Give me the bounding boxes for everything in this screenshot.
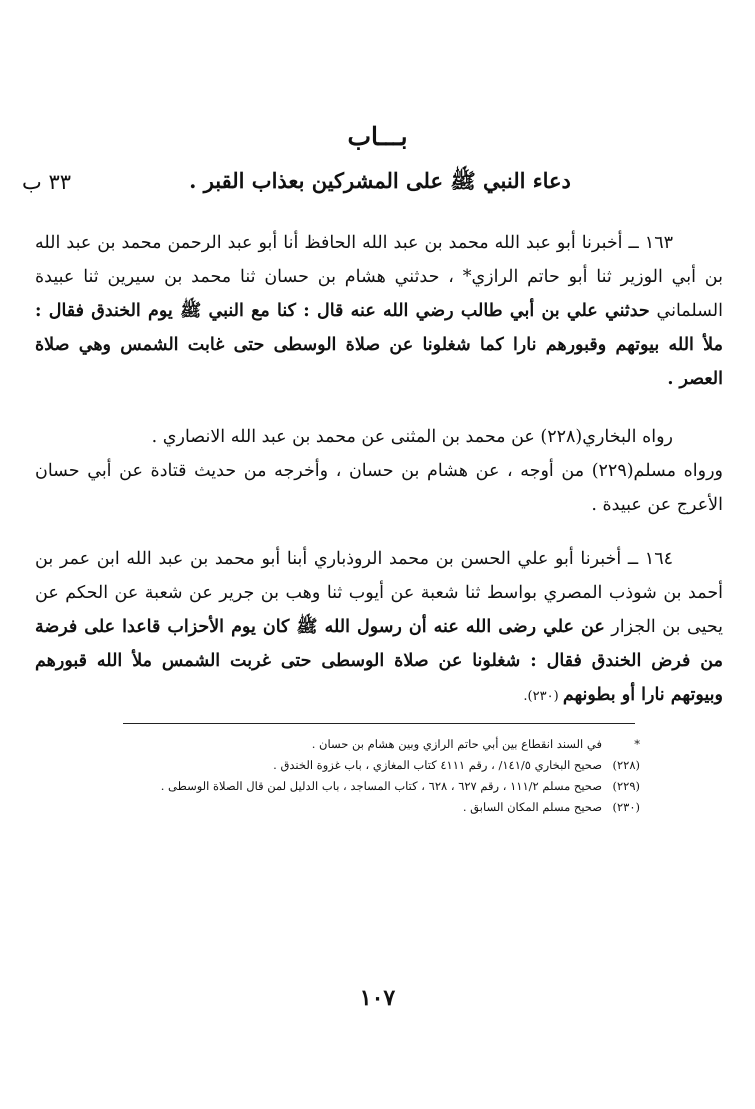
footnote-text: صحيح مسلم المكان السابق .: [462, 800, 602, 814]
footnote-mark: (٢٢٩): [612, 779, 640, 793]
footnote-mark: *: [634, 737, 640, 751]
footnote-mark: (٢٣٠): [612, 800, 640, 814]
footnote-item: [100, 734, 640, 755]
hadith-164-paragraph: [35, 542, 723, 714]
page-number: ١٠٧: [359, 985, 396, 1011]
hadith-163: [35, 226, 723, 396]
footnote-mark: (٢٢٨): [612, 758, 640, 772]
hadith-163-paragraph: [35, 226, 723, 396]
hadith-164: [35, 542, 723, 714]
footnote-item: [100, 755, 640, 776]
source-163-line2: ورواه مسلم(٢٢٩) من أوجه ، عن هشام بن حسان ، وأخرجه من حديث قتادة عن أبي حسان الأعرج عن عبيدة .: [35, 461, 723, 515]
footnote-separator: [123, 723, 635, 724]
footnote-text: صحيح البخاري ١٤١/٥/ ، رقم ٤١١١ كتاب المغازي ، باب غزوة الخندق .: [273, 758, 602, 772]
chapter-title: بـــاب: [347, 122, 408, 151]
footnote-item: [100, 776, 640, 797]
hadith-163-chain: ١٦٣ ــ أخبرنا أبو عبد الله محمد بن عبد الله الحافظ أنا أبو عبد الرحمن محمد بن عبد الله بن أبي الوزير ثنا أبو حاتم الرازي* ، حدثني هشام بن حسان ثنا محمد بن سيرين ثنا عبيدة السلماني: [35, 233, 723, 321]
hadith-164-matn: عن علي رضى الله عنه أن رسول الله ﷺ كان يوم الأحزاب قاعدا على فرضة من فرض الخندق فقال : شغلونا عن صلاة الوسطى حتى غربت الشمس ملأ الله قبورهم وبيوتهم نارا أو بطونهم: [35, 617, 723, 705]
hadith-164-chain: ١٦٤ ــ أخبرنا أبو علي الحسن بن محمد الروذباري أبنا أبو محمد بن عبد الله ابن عمر بن أحمد بن شوذب المصري بواسط ثنا شعبة عن أيوب ثنا وهب بن جرير عن شعبة عن الحكم عن يحيى بن الجزار: [35, 549, 724, 637]
chapter-subtitle: دعاء النبي ﷺ على المشركين بعذاب القبر .: [189, 168, 571, 193]
footnotes: [100, 734, 640, 818]
footnote-text: صحيح مسلم ١١١/٢ ، رقم ٦٢٧ ، ٦٢٨ ، كتاب المساجد ، باب الدليل لمن قال الصلاة الوسطى .: [160, 779, 602, 793]
hadith-164-ref: (٢٣٠).: [523, 689, 563, 704]
footnote-item: [100, 797, 640, 818]
source-163-line1: رواه البخاري(٢٢٨) عن محمد بن المثنى عن محمد بن عبد الله الانصاري .: [151, 427, 673, 447]
footnote-text: في السند انقطاع بين أبي حاتم الرازي وبين هشام بن حسان .: [311, 737, 602, 751]
hadith-163-matn: حدثني علي بن أبي طالب رضي الله عنه قال : كنا مع النبي ﷺ يوم الخندق فقال : ملأ الله بيوتهم وقبورهم نارا كما شغلونا عن صلاة الوسطى حتى غابت الشمس وهي صلاة العصر .: [35, 301, 723, 389]
source-163: [35, 420, 723, 522]
folio-marker: ٣٣ ب: [22, 170, 72, 194]
